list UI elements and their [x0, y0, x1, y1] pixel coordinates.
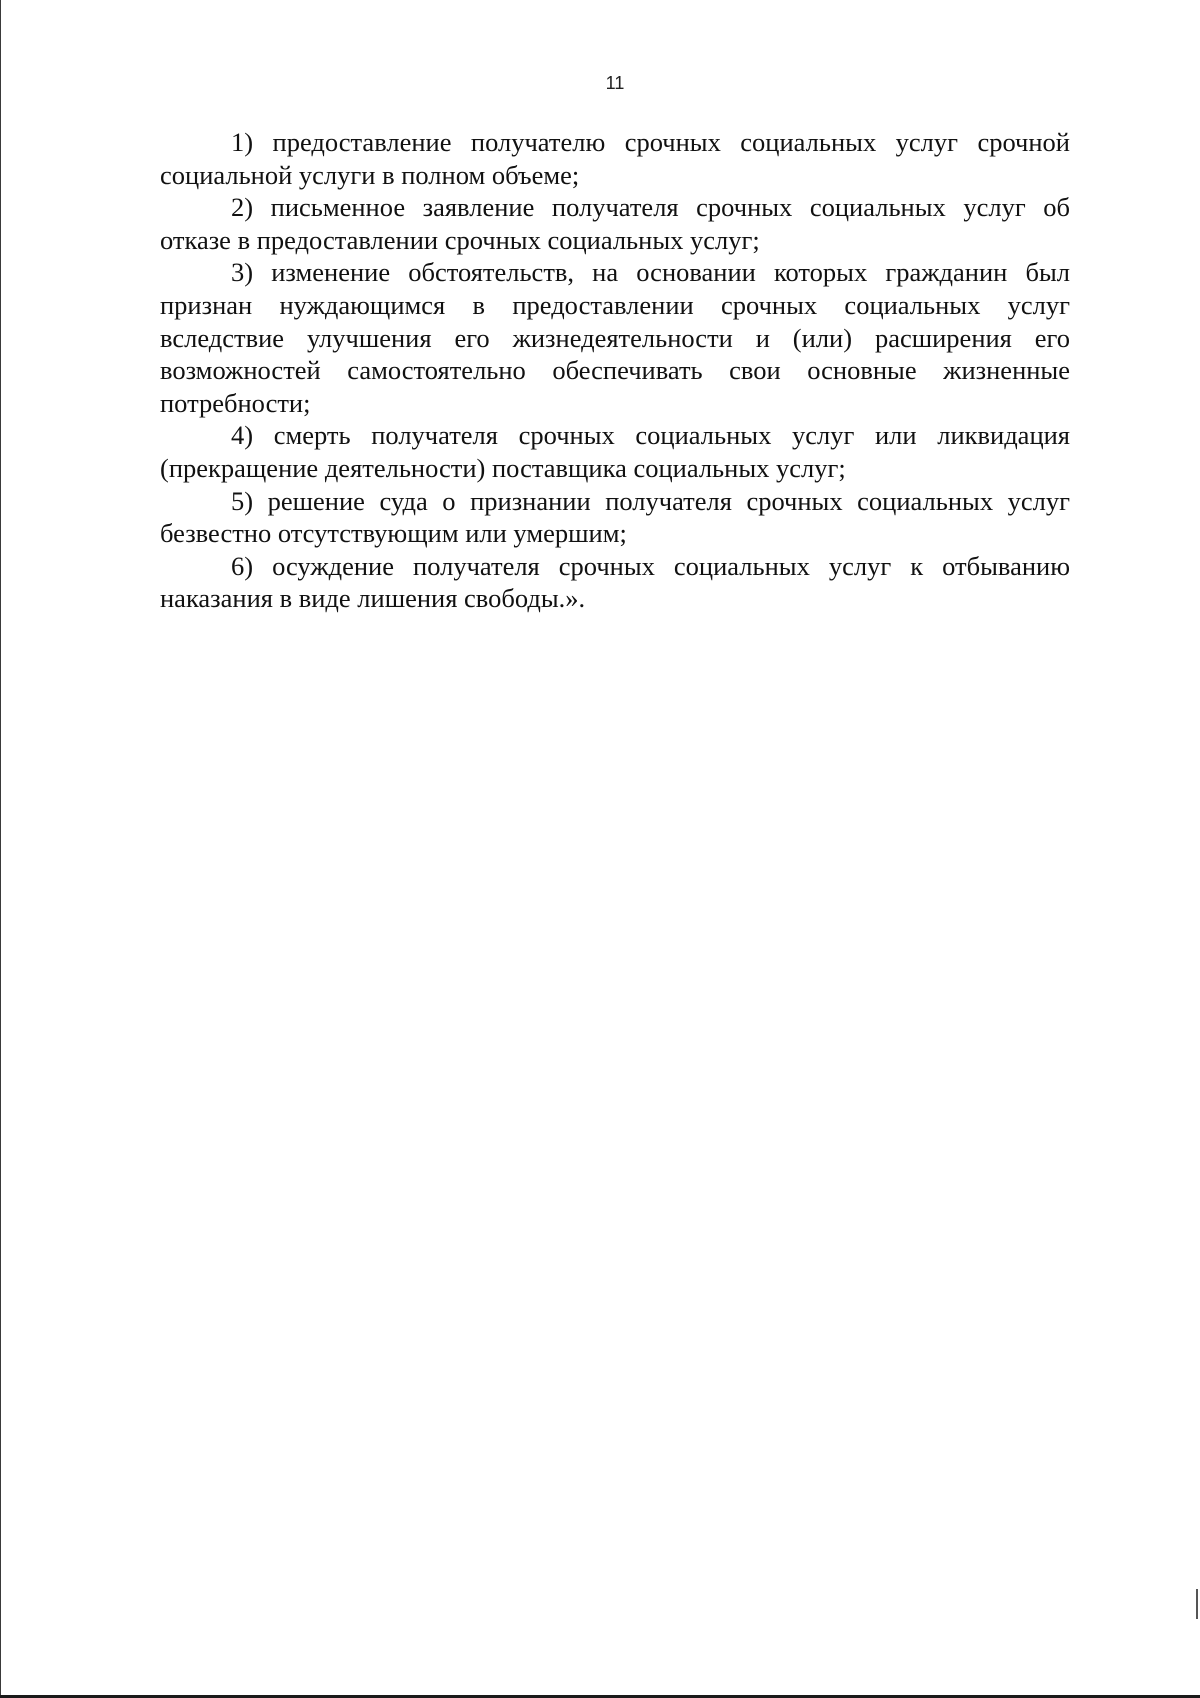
document-body [160, 126, 1070, 615]
list-item-4: 4) смерть получателя срочных социальных услуг или ликвидация (прекращение деятельности) поставщика социальных услуг; [160, 420, 1070, 483]
list-item-3: 3) изменение обстоятельств, на основании которых гражданин был признан нуждающимся в предоставлении срочных социальных услуг вследствие улучшения его жизнедеятельности и (или) расширения его возможностей самостоятельно обеспечивать свои основные жизненные потребности; [160, 257, 1070, 418]
list-item-6: 6) осуждение получателя срочных социальных услуг к отбыванию наказания в виде лишения свободы.». [160, 550, 1070, 614]
list-item-5: 5) решение суда о признании получателя срочных социальных услуг безвестно отсутствующим или умершим; [160, 485, 1070, 549]
scan-left-edge [0, 0, 1, 1698]
list-item-1: 1) предоставление получателю срочных социальных услуг срочной социальной услуги в полном объеме; [160, 127, 1070, 190]
list-item-2: 2) письменное заявление получателя срочных социальных услуг об отказе в предоставлении срочных социальных услуг; [160, 192, 1070, 255]
page-number: 11 [605, 73, 625, 93]
scan-right-edge-mark [1196, 1589, 1198, 1619]
